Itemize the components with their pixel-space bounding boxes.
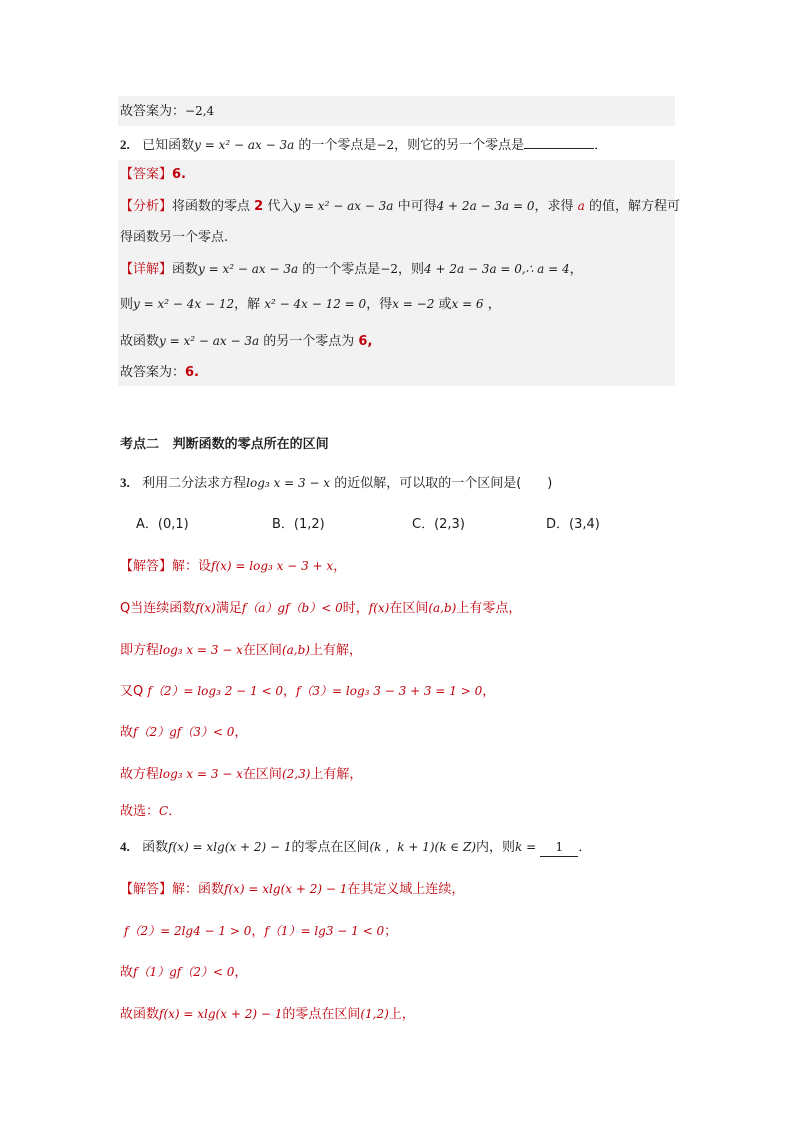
detail-text: 故函数 [120,334,160,349]
prev-answer-line [120,102,214,121]
equation: (a,b) [428,601,457,615]
solution-text: ， [333,559,347,574]
question-text: 的零点在区间 [291,840,370,855]
solution-text: 上有解， [310,767,363,782]
question-text: ． [578,840,592,855]
question-text: 内，则 [476,840,516,855]
question-2 [120,136,607,155]
equation: 4 + 2a − 3a = 0,∴ a = 4 [424,262,570,276]
solution-text: 时， [342,601,369,616]
function-expr: f(x) = xlg(x + 2) − 1 [159,1007,283,1021]
solution-tag: 【解答】 [120,559,173,574]
solution-text: ， [282,684,296,699]
zero-value: −2 [376,138,395,152]
question-text: 已知函数 [142,138,195,153]
detail-text: ，得 [366,297,393,312]
prev-answer-value: −2,4 [185,104,215,118]
equation: f(x) [195,601,216,615]
variable: a [577,199,585,213]
equation: f（2）= 2lg4 − 1 > 0 [124,924,252,938]
question-number: 2. [120,137,130,152]
q4-solution-line-2 [124,922,397,941]
equation: f（2）= log₃ 2 − 1 < 0 [147,684,283,698]
equation: f(x) = log₃ x − 3 + x [211,559,334,573]
equation: f（1）= lg3 − 1 < 0 [264,924,385,938]
solution-text: 故函数 [120,1007,160,1022]
function-expr: y = x² − ax − 3a [293,199,394,213]
detail-line-2 [120,295,501,314]
equation: (a,b) [281,643,310,657]
equation: log₃ x = 3 − x [159,643,243,657]
final-answer-value: 6. [185,365,199,380]
section-title: 判断函数的零点所在的区间 [172,437,329,452]
equation: x = 6 [451,297,484,311]
solution-text: 在区间 [242,767,282,782]
solution-text: 即方程 [120,643,160,658]
question-number: 3. [120,475,130,490]
question-4 [120,838,591,857]
section-label: 考点二 [120,437,160,452]
solution-text: 上有解， [309,643,362,658]
solution-text: 在其定义域上连续， [347,882,465,897]
choice-letter: C [159,804,169,818]
question-3 [120,474,552,493]
solution-text: 的零点在区间 [282,1007,361,1022]
solution-text: 满足 [215,601,242,616]
detail-text: 的一个零点是 [298,262,381,277]
solution-text: 在区间 [389,601,429,616]
question-text: 的一个零点是 [294,138,377,153]
solution-line-2 [120,599,521,618]
detail-text: ，则 [398,262,425,277]
analysis-line-2 [120,229,228,247]
detail-text: 函数 [172,262,199,277]
question-text: ． [594,138,608,153]
option-b: B．(1,2) [272,517,325,532]
equation: y = x² − 4x − 12 [133,297,235,311]
equation: k = [515,840,537,854]
solution-text: 在区间 [242,643,282,658]
equation: f（3）= log₃ 3 − 3 + 3 = 1 > 0 [295,684,483,698]
question-text: 函数 [142,840,169,855]
solution-line-6 [120,765,362,784]
solution-line-3 [120,641,362,660]
analysis-text: 中可得 [393,199,437,214]
final-answer-label: 故答案为： [120,365,186,380]
detail-line [120,260,583,279]
equation: f(x) [368,601,390,615]
equation: log₃ x = 3 − x [159,767,243,781]
function-expr: f(x) = xlg(x + 2) − 1 [168,840,292,854]
option-d: D．(3,4) [546,517,600,532]
solution-text: 上有零点， [456,601,522,616]
option-a: A．(0,1) [136,517,189,532]
analysis-text: 将函数的零点 [172,199,255,214]
question-text: 利用二分法求方程 [142,476,247,491]
final-answer-line [120,364,199,382]
function-expr: y = x² − ax − 3a [198,262,299,276]
answer-blank [524,148,594,149]
analysis-tag: 【分析】 [120,199,173,214]
analysis-value: 2 [254,199,264,214]
solution-line-5 [120,723,247,742]
equation: f（2）gf（3）< 0 [133,725,235,739]
analysis-text: 代入 [263,199,294,214]
solution-text: 解：函数 [172,882,225,897]
q4-solution-line [120,880,464,899]
equation: f（1）gf（2）< 0 [133,965,235,979]
answer-tag: 【答案】 [120,167,173,182]
analysis-text: 的值，解方程可 [584,199,680,214]
solution-line-7 [120,802,181,821]
detail-text: 的另一个零点为 [259,334,359,349]
function-expr: f(x) = xlg(x + 2) − 1 [224,882,348,896]
function-expr: y = x² − ax − 3a [194,138,295,152]
zero-value: 6, [358,334,373,349]
detail-text: ， [569,262,583,277]
q4-solution-line-4 [120,1005,415,1024]
equation: x = −2 [392,297,435,311]
detail-text: 或 [434,297,452,312]
equation: 4 + 2a − 3a = 0 [436,199,535,213]
analysis-text: ，求得 [534,199,578,214]
solution-text: 故 [120,725,134,740]
solution-text: ， [234,725,248,740]
detail-text: ，解 [234,297,265,312]
solution-text: 故 [120,965,134,980]
solution-text: ， [251,924,265,939]
solution-text: 上， [388,1007,415,1022]
analysis-line [120,197,680,216]
question-text: 的近似解，可以取的一个区间是( ) [330,476,553,491]
detail-text: 则 [120,297,134,312]
answer-blank: 1 [540,838,578,857]
equation: f（a）gf（b）< 0 [241,601,343,615]
interval: (1,2) [360,1007,389,1021]
equation: x² − 4x − 12 = 0 [264,297,367,311]
q4-solution-line-3 [120,963,247,982]
question-text: ，则它的另一个零点是 [394,138,525,153]
interval: (k ，k + 1)(k ∈ Z) [369,840,477,854]
detail-line-3 [120,332,372,351]
zero-value: −2 [380,262,398,276]
solution-text: ； [384,924,398,939]
section-heading [120,436,329,454]
solution-tag: 【解答】 [120,882,173,897]
solution-text: ， [482,684,496,699]
detail-tag: 【详解】 [120,262,173,277]
solution-text: Q当连续函数 [120,601,196,616]
equation: log₃ x = 3 − x [246,476,331,490]
solution-text: 故方程 [120,767,160,782]
solution-line-4 [120,682,495,701]
detail-text: ， [483,297,501,312]
solution-line [120,557,346,576]
answer-line [120,166,186,184]
solution-text: 又Q [120,684,148,699]
prev-answer-label: 故答案为： [120,104,186,119]
option-c: C．(2,3) [412,517,465,532]
function-expr: y = x² − ax − 3a [159,334,260,348]
solution-text: 故选： [120,804,160,819]
solution-text: ， [234,965,248,980]
solution-text: ． [168,804,182,819]
question-number: 4. [120,839,130,854]
answer-value: 6. [172,167,186,182]
analysis-text: 得函数另一个零点. [120,230,229,245]
solution-text: 解：设 [172,559,212,574]
equation: (2,3) [281,767,311,781]
